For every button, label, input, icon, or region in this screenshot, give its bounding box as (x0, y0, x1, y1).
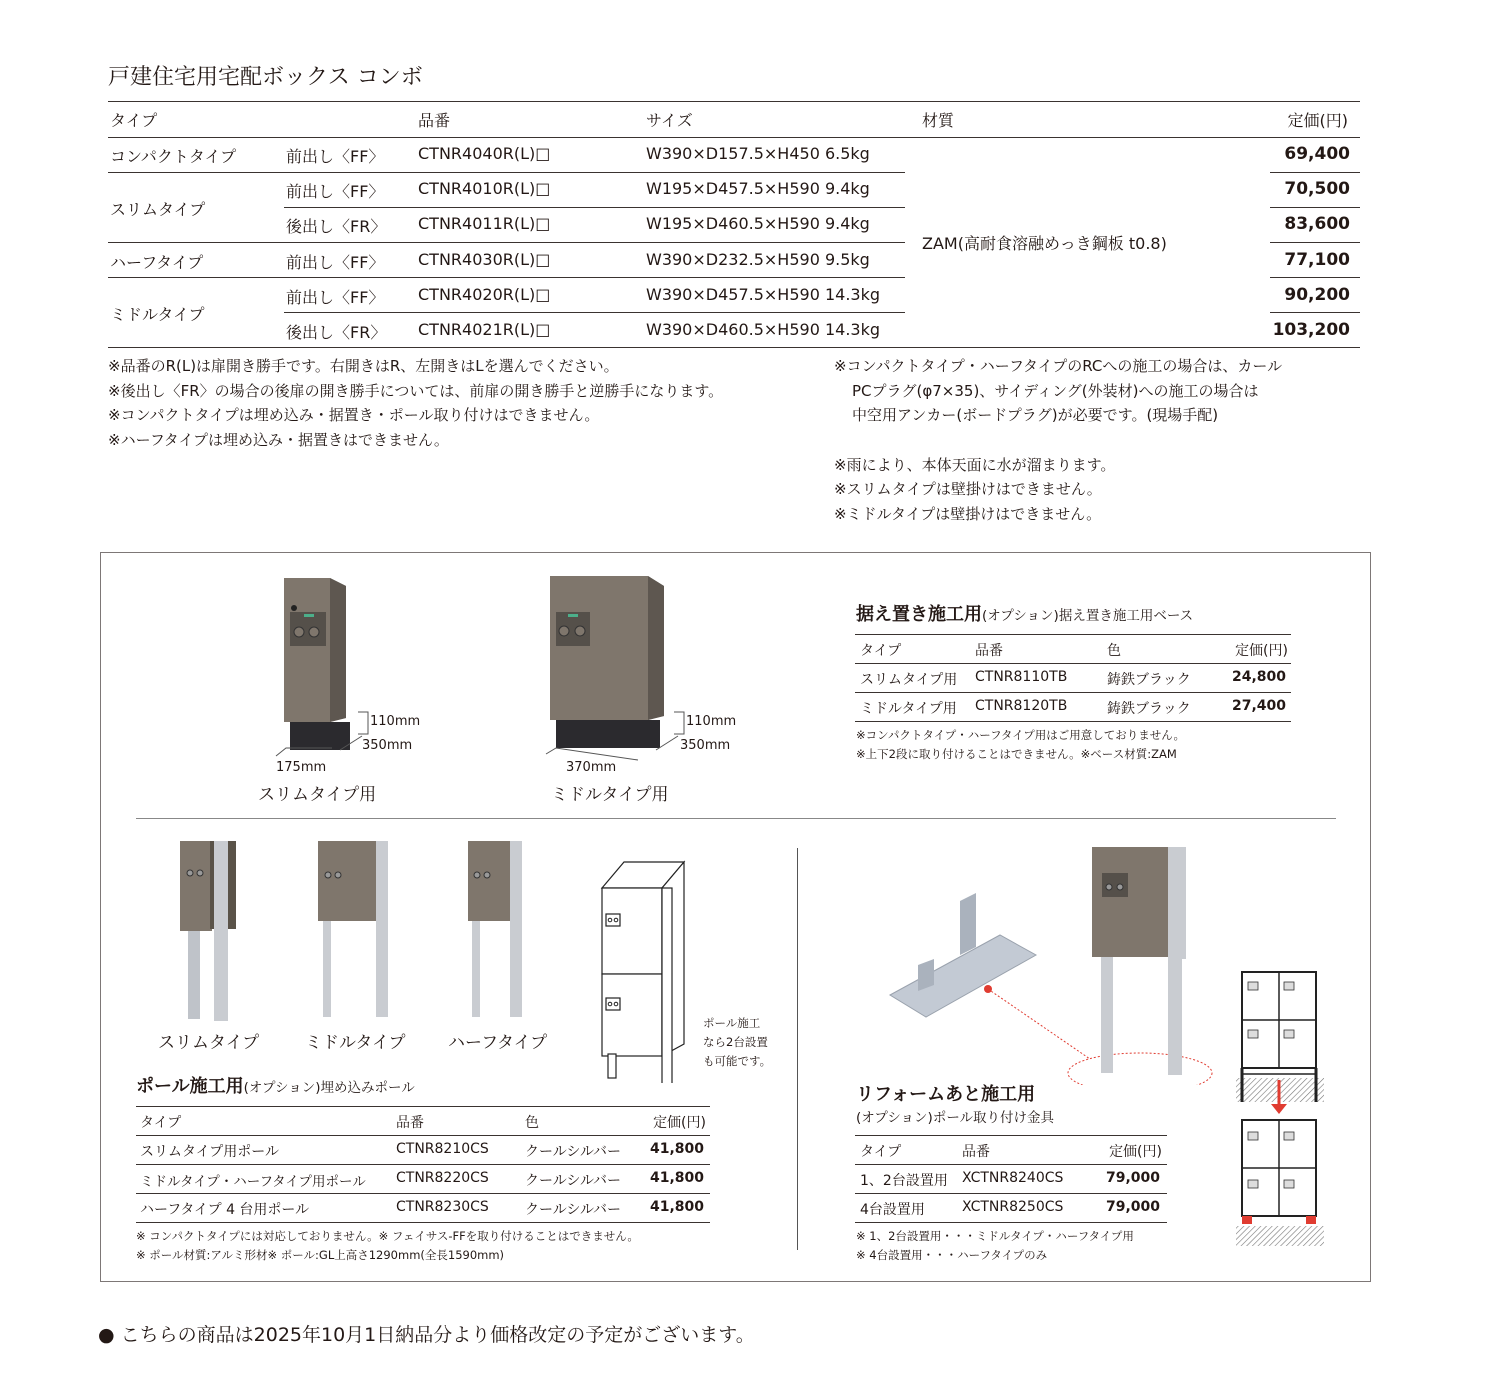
color: クールシルバー (525, 1202, 622, 1218)
part-no: CTNR4021R(L)□ (418, 320, 551, 339)
middle-dim-depth: 350mm (680, 738, 731, 753)
pole-side-note (703, 1014, 771, 1071)
color: 鋳鉄ブラック (1107, 701, 1191, 717)
note: ※コンパクトタイプ・ハーフタイプのRCへの施工の場合は、カール (834, 357, 1283, 375)
size: W390×D457.5×H590 14.3kg (646, 285, 880, 304)
part-no: CTNR8120TB (975, 698, 1068, 714)
type-half: ハーフタイプ (110, 253, 204, 272)
header-type: タイプ (860, 643, 902, 659)
part-no: CTNR8230CS (396, 1199, 489, 1215)
opening: 前出し〈FF〉 (286, 182, 385, 201)
type: 4台設置用 (860, 1202, 925, 1218)
type: ミドルタイプ用 (860, 701, 957, 717)
side-note-line: ポール施工 (703, 1016, 761, 1030)
type-compact: コンパクトタイプ (110, 147, 237, 166)
middle-dim-height: 110mm (686, 714, 737, 729)
type-slim: スリムタイプ (110, 200, 206, 219)
footer-text: こちらの商品は2025年10月1日納品分より価格改定の予定がございます。 (120, 1324, 755, 1346)
notes-left (108, 354, 723, 452)
reform-pole-box-image (1092, 847, 1186, 1075)
opening: 後出し〈FR〉 (286, 323, 387, 342)
part-no: CTNR4020R(L)□ (418, 285, 551, 304)
part-no: CTNR4010R(L)□ (418, 179, 551, 198)
price: 24,800 (1231, 669, 1286, 685)
note: ※ コンパクトタイプには対応しておりません。※ フェイサス-FFを取り付けることはできません。 (136, 1229, 639, 1243)
note: ※ 4台設置用・・・ハーフタイプのみ (856, 1248, 1048, 1262)
part-no: CTNR8210CS (396, 1141, 489, 1157)
price: 41,800 (649, 1141, 704, 1157)
slim-pole-image (180, 841, 236, 1021)
middle-box-image (550, 576, 664, 748)
header-color: 色 (1107, 643, 1121, 659)
note: 中空用アンカー(ボードプラグ)が必要です。(現場手配) (852, 406, 1219, 424)
pole-option-heading (136, 1072, 415, 1098)
header-type: タイプ (860, 1144, 902, 1160)
pole-product-images (140, 835, 660, 1025)
type: スリムタイプ用ポール (140, 1144, 280, 1160)
slim-dim-depth: 350mm (362, 738, 413, 753)
color: 鋳鉄ブラック (1107, 672, 1191, 688)
part-no: CTNR8110TB (975, 669, 1068, 685)
four-box-install-diagram (1230, 968, 1330, 1250)
half-pole-image (468, 841, 522, 1017)
header-part-no: 品番 (962, 1144, 990, 1160)
part-no: CTNR8220CS (396, 1170, 489, 1186)
price: 90,200 (1284, 285, 1350, 305)
note: ※コンパクトタイプ・ハーフタイプ用はご用意しておりません。 (856, 728, 1185, 742)
opening: 前出し〈FF〉 (286, 288, 385, 307)
header-type: タイプ (140, 1115, 182, 1131)
note: PCプラグ(φ7×35)、サイディング(外装材)への施工の場合は (852, 381, 1259, 400)
price: 79,000 (1105, 1199, 1160, 1215)
size: W195×D460.5×H590 9.4kg (646, 214, 870, 233)
notes-right (834, 354, 1282, 526)
note: ※上下2段に取り付けることはできません。※ベース材質:ZAM (856, 747, 1177, 761)
base-product-images (250, 570, 730, 770)
price: 41,800 (649, 1199, 704, 1215)
note: ※雨により、本体天面に水が溜まります。 (834, 455, 1116, 474)
bracket-image (890, 893, 1036, 1017)
header-type: タイプ (110, 111, 158, 130)
part-no: CTNR4030R(L)□ (418, 250, 551, 269)
part-no: XCTNR8250CS (962, 1199, 1064, 1215)
side-note-line: なら2台設置 (703, 1035, 768, 1049)
part-no: CTNR4011R(L)□ (418, 214, 551, 233)
bullet-icon: ● (98, 1324, 115, 1346)
color: クールシルバー (525, 1144, 622, 1160)
header-material: 材質 (922, 111, 955, 130)
price: 103,200 (1272, 320, 1350, 340)
price: 27,400 (1231, 698, 1286, 714)
base-option-subtitle: (オプション)据え置き施工用ベース (982, 608, 1194, 624)
slim-dim-height: 110mm (370, 714, 421, 729)
type-middle: ミドルタイプ (110, 305, 205, 324)
header-part-no: 品番 (396, 1115, 424, 1131)
pole-option-title: ポール施工用 (136, 1076, 244, 1097)
base-option-heading (856, 600, 1193, 626)
pole-caption-slim: スリムタイプ (158, 1033, 260, 1053)
price: 70,500 (1284, 179, 1350, 199)
base-option-title: 据え置き施工用 (856, 604, 982, 625)
note: ※ ポール材質:アルミ形材※ ポール:GL上高さ1290mm(全長1590mm) (136, 1248, 505, 1262)
note: ※ 1、2台設置用・・・ミドルタイプ・ハーフタイプ用 (856, 1229, 1134, 1243)
middle-base-caption: ミドルタイプ用 (551, 785, 669, 805)
note: ※ハーフタイプは埋め込み・据置きはできません。 (108, 430, 449, 449)
opening: 後出し〈FR〉 (286, 217, 387, 236)
pole-caption-half: ハーフタイプ (448, 1033, 548, 1053)
opening: 前出し〈FF〉 (286, 147, 385, 166)
footer-notice (98, 1320, 755, 1347)
note: ※ミドルタイプは壁掛けはできません。 (834, 504, 1102, 523)
header-price: 定価(円) (1287, 111, 1348, 130)
type: スリムタイプ用 (860, 672, 958, 688)
price: 77,100 (1284, 250, 1350, 270)
color: クールシルバー (525, 1173, 622, 1189)
size: W390×D157.5×H450 6.5kg (646, 144, 870, 163)
header-price: 定価(円) (653, 1115, 706, 1131)
slim-dim-width: 175mm (276, 760, 327, 775)
slim-base-caption: スリムタイプ用 (258, 785, 377, 805)
size: W195×D457.5×H590 9.4kg (646, 179, 870, 198)
price: 79,000 (1105, 1170, 1160, 1186)
page-title: 戸建住宅用宅配ボックス コンボ (108, 65, 423, 90)
pole-option-subtitle: (オプション)埋め込みポール (243, 1080, 415, 1096)
header-part-no: 品番 (418, 111, 451, 130)
reform-option-subtitle: (オプション)ポール取り付け金具 (856, 1110, 1055, 1126)
header-price: 定価(円) (1109, 1144, 1162, 1160)
middle-pole-image (318, 841, 388, 1017)
price: 83,600 (1284, 214, 1350, 234)
type: 1、2台設置用 (860, 1173, 948, 1189)
size: W390×D232.5×H590 9.5kg (646, 250, 870, 269)
size: W390×D460.5×H590 14.3kg (646, 320, 880, 339)
material-value: ZAM(高耐食溶融めっき鋼板 t0.8) (922, 234, 1167, 253)
middle-dim-width: 370mm (566, 760, 617, 775)
side-note-line: も可能です。 (703, 1054, 772, 1068)
header-part-no: 品番 (975, 643, 1003, 659)
part-no: CTNR4040R(L)□ (418, 144, 551, 163)
opening: 前出し〈FF〉 (286, 253, 385, 272)
price: 41,800 (649, 1170, 704, 1186)
price: 69,400 (1284, 144, 1350, 164)
note: ※後出し〈FR〉の場合の後扉の開き勝手については、前扉の開き勝手と逆勝手になります。 (108, 381, 724, 400)
note: ※品番のR(L)は扉開き勝手です。右開きはR、左開きはLを選んでください。 (108, 357, 619, 375)
header-size: サイズ (646, 111, 693, 130)
part-no: XCTNR8240CS (962, 1170, 1064, 1186)
note: ※コンパクトタイプは埋め込み・据置き・ポール取り付けはできません。 (108, 406, 600, 424)
type: ミドルタイプ・ハーフタイプ用ポール (140, 1174, 366, 1190)
vertical-divider (797, 848, 798, 1250)
header-color: 色 (525, 1115, 539, 1131)
type: ハーフタイプ 4 台用ポール (140, 1202, 310, 1218)
stacked-box-drawing (596, 858, 696, 1083)
header-price: 定価(円) (1235, 643, 1288, 659)
pole-caption-middle: ミドルタイプ (305, 1033, 406, 1053)
reform-option-title: リフォームあと施工用 (856, 1084, 1036, 1105)
slim-box-image (284, 578, 350, 750)
note: ※スリムタイプは壁掛けはできません。 (834, 480, 1102, 498)
